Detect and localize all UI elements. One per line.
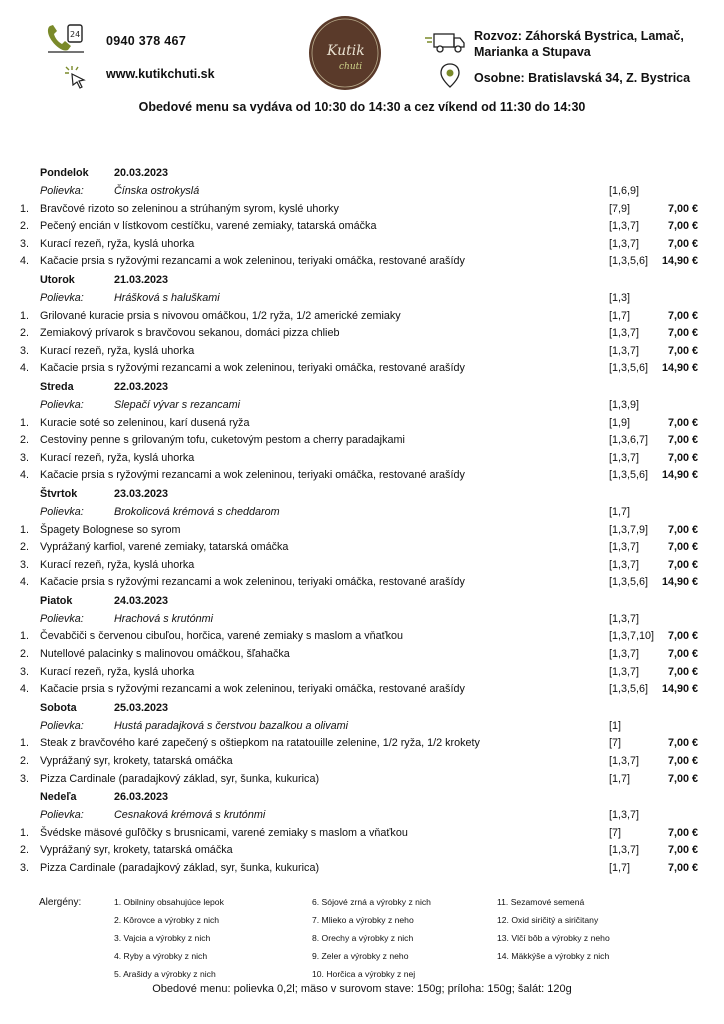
menu-item [0,557,724,575]
item-allergens: [1,3,6,7] [609,434,649,447]
item-allergens: [1,3,5,6] [609,362,649,375]
menu-item [0,664,724,682]
allergen-item: 10. Horčica a výrobky z nej [312,969,416,979]
item-allergens: [1,3,5,6] [609,469,649,482]
soup-name: Brokolicová krémová s cheddarom [114,505,280,518]
item-price: 14,90 € [661,576,698,589]
allergen-item: 13. Vlčí bôb a výrobky z neho [497,933,610,943]
menu-item [0,539,724,557]
item-number: 2. [20,541,30,554]
item-dish: Vyprážaný syr, krokety, tatarská omáčka [40,755,233,768]
item-price: 7,00 € [667,220,698,233]
day-date: 21.03.2023 [114,273,169,286]
allergen-item: 12. Oxid siričitý a siričitany [497,915,599,925]
day-header [0,788,724,807]
menu-item [0,415,724,433]
item-price: 7,00 € [667,648,698,661]
item-price: 7,00 € [667,202,698,215]
item-dish: Kačacie prsia s ryžovými rezancami a wok zeleninou, teriyaki omáčka, restované arašídy [40,683,465,696]
item-dish: Steak z bravčového karé zapečený s oštiepkom na ratatouille zelenine, 1/2 ryža, 1/2 krokety [40,737,480,750]
day-name: Nedeľa [40,791,77,804]
menu-item [0,218,724,236]
soup-label: Polievka: [40,505,84,518]
item-price: 14,90 € [661,362,698,375]
soup-row [0,504,724,522]
menu-item [0,574,724,592]
soup-row [0,807,724,825]
allergen-item: 9. Zeler a výrobky z neho [312,951,409,961]
item-allergens: [1,3,7] [609,755,640,768]
menu-item [0,646,724,664]
delivery-info: Rozvoz: Záhorská Bystrica, Lamač, Marianka a Stupava [474,29,684,59]
soup-label: Polievka: [40,291,84,304]
item-dish: Kurací rezeň, ryža, kyslá uhorka [40,237,195,250]
day-header [0,164,724,183]
truck-icon [424,30,466,56]
allergen-item: 11. Sezamové semená [497,897,585,907]
day-name: Streda [40,380,74,393]
item-dish: Kačacie prsia s ryžovými rezancami a wok zeleninou, teriyaki omáčka, restované arašídy [40,362,465,375]
portion-info: Obedové menu: polievka 0,2l; mäso v surovom stave: 150g; príloha: 150g; šalát: 120g [152,983,572,995]
item-number: 1. [20,737,30,750]
allergen-item: 6. Sójové zrná a výrobky z nich [312,897,431,907]
item-number: 2. [20,220,30,233]
phone-number[interactable]: 0940 378 467 [106,34,187,48]
item-number: 1. [20,523,30,536]
item-price: 7,00 € [667,434,698,447]
allergen-column-1 [114,895,224,985]
item-allergens: [1,7] [609,772,631,785]
item-allergens: [1,3,7] [609,558,640,571]
allergen-item: 1. Obilniny obsahujúce lepok [114,897,224,907]
item-number: 3. [20,862,30,874]
soup-label: Polievka: [40,809,84,822]
day-header [0,485,724,504]
phone-icon [44,22,88,56]
day-header [0,378,724,397]
day-name: Sobota [40,701,77,714]
menu-item [0,825,724,843]
soup-row [0,183,724,201]
soup-row [0,718,724,736]
menu-item [0,628,724,646]
soup-label: Polievka: [40,398,84,411]
item-dish: Kurací rezeň, ryža, kyslá uhorka [40,558,195,571]
day-header [0,271,724,290]
item-price: 7,00 € [667,665,698,678]
soup-label: Polievka: [40,719,84,732]
day-name: Piatok [40,594,73,607]
item-dish: Kurací rezeň, ryža, kyslá uhorka [40,665,195,678]
item-dish: Zemiakový prívarok s bravčovou sekanou, domáci pizza chlieb [40,327,340,340]
day-date: 22.03.2023 [114,380,169,393]
item-number: 3. [20,772,30,785]
item-number: 1. [20,416,30,429]
weekly-menu [0,164,724,878]
soup-allergens: [1,3,7] [609,809,640,822]
item-price: 7,00 € [667,772,698,785]
item-number: 3. [20,558,30,571]
item-dish: Špagety Bolognese so syrom [40,523,181,536]
item-price: 7,00 € [667,523,698,536]
item-number: 3. [20,344,30,357]
item-number: 2. [20,844,30,857]
item-price: 7,00 € [667,826,698,839]
item-allergens: [1,3,5,6] [609,576,649,589]
pickup-address: Osobne: Bratislavská 34, Z. Bystrica [474,71,691,85]
cursor-icon [62,64,90,92]
item-dish: Kuracie soté so zeleninou, karí dusená ryža [40,416,250,429]
item-price: 7,00 € [667,755,698,768]
item-number: 4. [20,576,30,589]
day-date: 25.03.2023 [114,701,169,714]
menu-item [0,771,724,789]
menu-item [0,860,724,878]
item-allergens: [1,3,7] [609,237,640,250]
item-price: 7,00 € [667,737,698,750]
soup-row [0,290,724,308]
item-allergens: [1,3,7] [609,665,640,678]
menu-item [0,325,724,343]
svg-text:chuti: chuti [339,62,363,72]
day-date: 20.03.2023 [114,167,169,179]
item-dish: Kurací rezeň, ryža, kyslá uhorka [40,451,195,464]
day-name: Štvrtok [40,487,78,500]
soup-label: Polievka: [40,612,84,625]
item-allergens: [7] [609,737,622,750]
soup-label: Polievka: [40,185,84,197]
day-name: Utorok [40,273,75,286]
item-number: 2. [20,327,30,340]
item-allergens: [1,7] [609,862,631,874]
soup-allergens: [1,3,7] [609,612,640,625]
menu-item [0,253,724,271]
item-dish: Kačacie prsia s ryžovými rezancami a wok zeleninou, teriyaki omáčka, restované arašídy [40,469,465,482]
item-price: 7,00 € [667,237,698,250]
item-allergens: [1,3,7] [609,327,640,340]
header [0,0,724,150]
soup-allergens: [1,3] [609,291,631,304]
menu-item [0,753,724,771]
item-price: 14,90 € [661,255,698,268]
location-pin-icon [440,63,460,89]
item-allergens: [1,3,7] [609,220,640,233]
item-number: 3. [20,451,30,464]
item-price: 7,00 € [667,451,698,464]
item-number: 4. [20,469,30,482]
allergen-item: 2. Kôrovce a výrobky z nich [114,915,220,925]
item-allergens: [1,3,7] [609,451,640,464]
soup-name: Hustá paradajková s čerstvou bazalkou a olivami [114,719,349,732]
day-date: 23.03.2023 [114,487,169,500]
item-price: 7,00 € [667,630,698,643]
allergen-item: 7. Mlieko a výrobky z neho [312,915,414,925]
item-price: 7,00 € [667,844,698,857]
item-price: 7,00 € [667,327,698,340]
menu-item [0,343,724,361]
item-number: 1. [20,309,30,322]
item-dish: Nutellové palacinky s malinovou omáčkou, šľahačka [40,648,290,661]
item-allergens: [1,3,7] [609,648,640,661]
serving-hours: Obedové menu sa vydáva od 10:30 do 14:30 a cez víkend od 11:30 do 14:30 [138,100,586,114]
soup-row [0,611,724,629]
menu-item [0,735,724,753]
menu-item [0,450,724,468]
day-header [0,592,724,611]
item-number: 3. [20,237,30,250]
menu-item [0,432,724,450]
item-price: 14,90 € [661,469,698,482]
item-dish: Vyprážaný karfiol, varené zemiaky, tatarská omáčka [40,541,289,554]
soup-name: Hrachová s krutónmi [114,612,214,625]
item-number: 4. [20,683,30,696]
allergen-legend [0,893,724,979]
item-number: 1. [20,630,30,643]
menu-item [0,467,724,485]
soup-name: Čínska ostrokyslá [114,185,200,197]
allergen-item: 8. Orechy a výrobky z nich [312,933,414,943]
item-price: 7,00 € [667,862,698,874]
day-header [0,699,724,718]
soup-allergens: [1,3,9] [609,398,640,411]
item-price: 7,00 € [667,541,698,554]
item-allergens: [7,9] [609,202,631,215]
item-number: 3. [20,665,30,678]
item-dish: Pizza Cardinale (paradajkový základ, syr, šunka, kukurica) [40,862,320,874]
day-date: 24.03.2023 [114,594,169,607]
allergen-item: 14. Mäkkýše a výrobky z nich [497,951,610,961]
menu-item [0,842,724,860]
item-dish: Kačacie prsia s ryžovými rezancami a wok zeleninou, teriyaki omáčka, restované arašídy [40,576,465,589]
item-number: 1. [20,202,30,215]
item-number: 2. [20,755,30,768]
item-dish: Grilované kuracie prsia s nivovou omáčkou, 1/2 ryža, 1/2 americké zemiaky [40,309,401,322]
soup-name: Cesnaková krémová s krutónmi [114,809,266,822]
menu-item [0,681,724,699]
item-number: 2. [20,434,30,447]
item-dish: Pizza Cardinale (paradajkový základ, syr, šunka, kukurica) [40,772,320,785]
item-number: 4. [20,362,30,375]
allergen-item: 4. Ryby a výrobky z nich [114,951,208,961]
allergen-item: 5. Arašidy a výrobky z nich [114,969,216,979]
menu-item [0,201,724,219]
menu-item [0,522,724,540]
item-dish: Pečený encián v lístkovom cestíčku, varené zemiaky, tatarská omáčka [40,220,377,233]
item-price: 14,90 € [661,683,698,696]
logo [307,14,383,92]
svg-text:Kutik: Kutik [327,43,365,59]
item-dish: Vyprážaný syr, krokety, tatarská omáčka [40,844,233,857]
item-price: 7,00 € [667,558,698,571]
day-date: 26.03.2023 [114,791,169,804]
item-allergens: [1,3,5,6] [609,683,649,696]
menu-item [0,308,724,326]
soup-allergens: [1] [609,719,622,732]
day-name: Pondelok [40,167,89,179]
item-allergens: [1,3,7,10] [609,630,655,643]
allergen-title: Alergény: [39,897,82,908]
soup-row [0,397,724,415]
item-number: 1. [20,826,30,839]
soup-name: Hrášková s haluškami [114,291,220,304]
soup-allergens: [1,6,9] [609,185,640,197]
item-allergens: [7] [609,826,622,839]
item-allergens: [1,7] [609,309,631,322]
item-dish: Švédske mäsové guľôčky s brusnicami, varené zemiaky s maslom a vňaťkou [40,826,408,839]
menu-item [0,236,724,254]
item-price: 7,00 € [667,416,698,429]
item-dish: Bravčové rizoto so zeleninou a strúhaným syrom, kyslé uhorky [40,202,339,215]
item-number: 2. [20,648,30,661]
item-dish: Cestoviny penne s grilovaným tofu, cuketovým pestom a cherry paradajkami [40,434,405,447]
item-allergens: [1,9] [609,416,631,429]
item-allergens: [1,3,7] [609,541,640,554]
item-dish: Čevabčiči s červenou cibuľou, horčica, varené zemiaky s maslom a vňaťkou [40,630,404,643]
website-link[interactable]: www.kutikchuti.sk [106,67,215,81]
item-price: 7,00 € [667,344,698,357]
menu-item [0,360,724,378]
allergen-item: 3. Vajcia a výrobky z nich [114,933,211,943]
item-allergens: [1,3,7,9] [609,523,649,536]
item-allergens: [1,3,5,6] [609,255,649,268]
item-number: 4. [20,255,30,268]
item-allergens: [1,3,7] [609,844,640,857]
allergen-column-2 [312,895,431,985]
item-allergens: [1,3,7] [609,344,640,357]
item-dish: Kačacie prsia s ryžovými rezancami a wok zeleninou, teriyaki omáčka, restované arašídy [40,255,465,268]
allergen-column-3 [497,895,610,967]
item-dish: Kurací rezeň, ryža, kyslá uhorka [40,344,195,357]
item-price: 7,00 € [667,309,698,322]
svg-text:24: 24 [70,30,81,39]
soup-allergens: [1,7] [609,505,631,518]
soup-name: Slepačí vývar s rezancami [114,398,241,411]
